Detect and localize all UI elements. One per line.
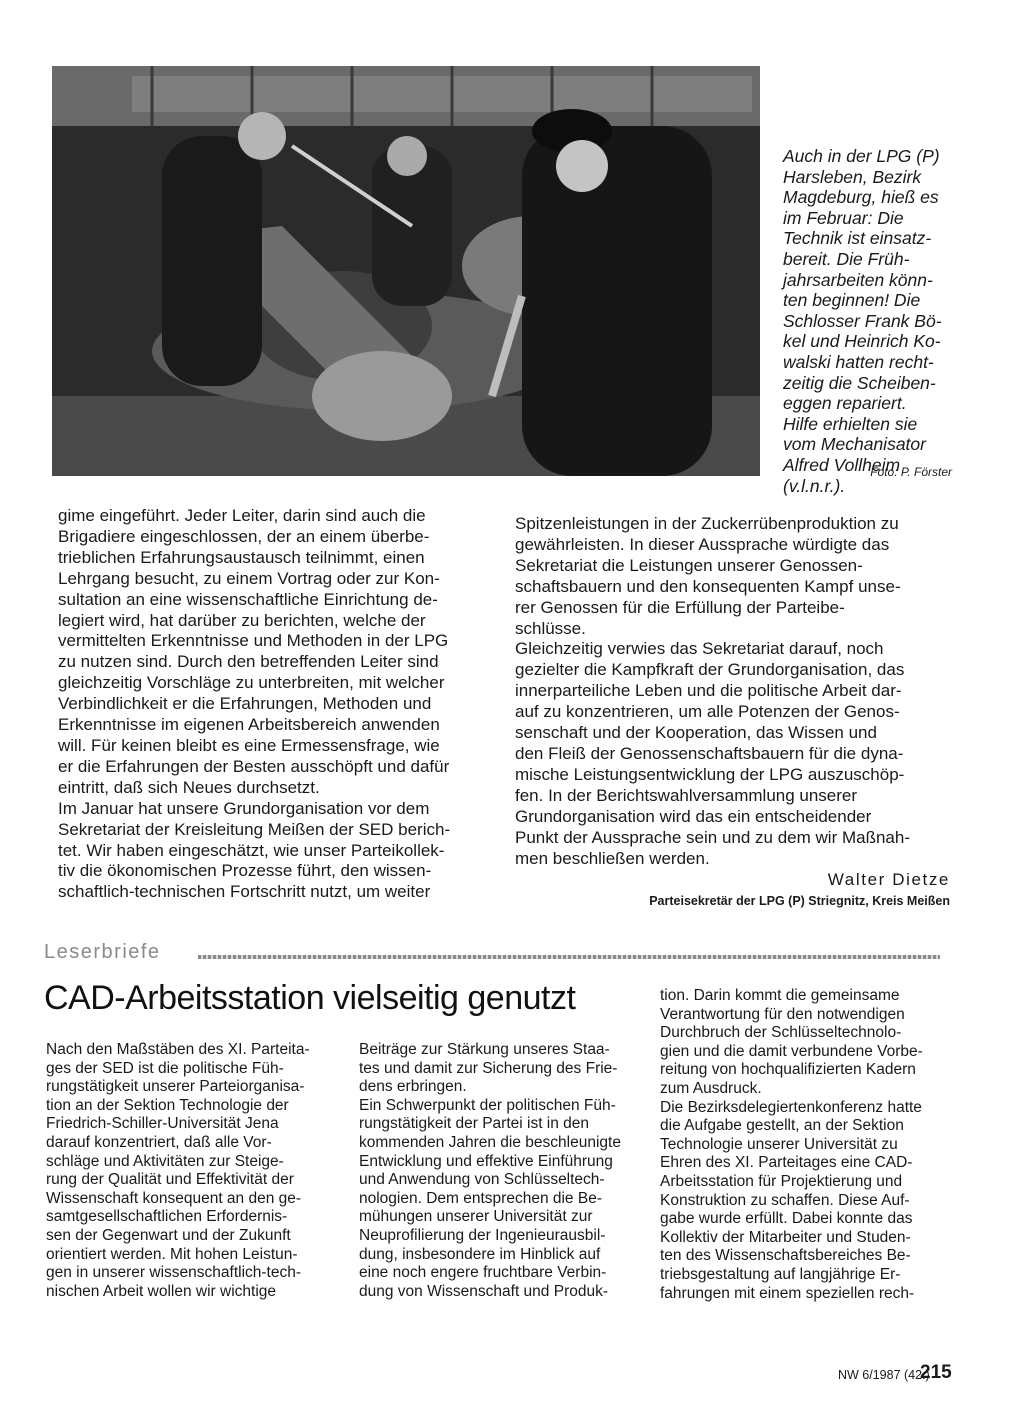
text-line: rung der Qualität und Effektivität der xyxy=(46,1171,294,1189)
text-line: Kollektiv der Mitarbeiter und Studen- xyxy=(660,1228,911,1246)
text-line: mische Leistungsentwicklung der LPG auszuschöp- xyxy=(515,764,905,784)
text-line: dung von Wissenschaft und Produk- xyxy=(359,1282,608,1300)
workshop-photo xyxy=(52,66,760,476)
text-line: fen. In der Berichtswahlversammlung unserer xyxy=(515,785,858,805)
text-line: Arbeitsstation für Projektierung und xyxy=(660,1172,903,1190)
author-signature xyxy=(600,870,950,908)
text-line: Im Januar hat unsere Grundorganisation vor dem xyxy=(58,798,430,818)
text-line: Verbindlichkeit er die Erfahrungen, Methoden und xyxy=(58,694,432,714)
text-line: auf zu konzentrieren, um alle Potenzen der Genos- xyxy=(515,702,900,722)
text-line: tiv die ökonomischen Prozesse führt, den wissen- xyxy=(58,861,432,881)
section-divider xyxy=(198,955,940,959)
text-line: kommenden Jahren die beschleunigte xyxy=(359,1133,621,1151)
caption-line: Harsleben, Bezirk xyxy=(783,166,922,187)
caption-line: Schlosser Frank Bö- xyxy=(783,310,942,331)
text-line: tion. Darin kommt die gemeinsame xyxy=(660,987,900,1004)
bottom-article-column-3 xyxy=(660,987,950,1303)
text-line: Die Bezirksdelegiertenkonferenz hatte xyxy=(660,1098,922,1116)
text-line: Beiträge zur Stärkung unseres Staa- xyxy=(359,1041,610,1058)
caption-line: Magdeburg, hieß es xyxy=(783,187,939,208)
text-line: dens erbringen. xyxy=(359,1078,467,1096)
text-line: men beschließen werden. xyxy=(515,848,710,868)
caption-line: (v.l.n.r.). xyxy=(783,475,846,496)
text-line: die Aufgabe gestellt, an der Sektion xyxy=(660,1117,904,1135)
text-line: Erkenntnisse im eigenen Arbeitsbereich anwenden xyxy=(58,715,440,735)
text-line: Nach den Maßstäben des XI. Parteita- xyxy=(46,1041,310,1058)
text-line: gabe wurde erfüllt. Dabei konnte das xyxy=(660,1210,913,1228)
text-line: Technologie unserer Universität zu xyxy=(660,1135,898,1153)
text-line: Lehrgang besucht, zu einem Vortrag oder zur Kon- xyxy=(58,568,440,588)
text-line: gen in unserer wissenschaftlich-tech- xyxy=(46,1264,302,1282)
text-line: Friedrich-Schiller-Universität Jena xyxy=(46,1115,279,1133)
text-line: nischen Arbeit wollen wir wichtige xyxy=(46,1282,277,1300)
text-line: Sekretariat der Kreisleitung Meißen der SED berich- xyxy=(58,819,451,839)
issue-info: NW 6/1987 (42.) xyxy=(838,1368,930,1382)
text-line: rer Genossen für die Erfüllung der Parteibe- xyxy=(515,597,845,617)
page-number: 215 xyxy=(920,1362,952,1383)
caption-line: zeitig die Scheiben- xyxy=(783,372,936,393)
text-line: samtgesellschaftlichen Erfordernis- xyxy=(46,1208,288,1226)
text-line: triebsgestaltung auf langjährige Er- xyxy=(660,1265,901,1283)
text-line: zum Ausdruck. xyxy=(660,1079,762,1097)
photo-caption xyxy=(783,146,963,496)
text-line: ges der SED ist die politische Füh- xyxy=(46,1059,284,1077)
caption-line: im Februar: Die xyxy=(783,207,904,228)
text-line: tion an der Sektion Technologie der xyxy=(46,1096,289,1114)
text-line: senschaft und der Kooperation, das Wissen und xyxy=(515,723,877,743)
caption-line: Alfred Vollheim xyxy=(783,454,901,475)
author-name: Walter Dietze xyxy=(827,870,950,889)
caption-line: Technik ist einsatz- xyxy=(783,228,932,249)
text-line: eine noch engere fruchtbare Verbin- xyxy=(359,1264,607,1282)
text-line: orientiert werden. Mit hohen Leistun- xyxy=(46,1245,298,1263)
text-line: tes und damit zur Sicherung des Frie- xyxy=(359,1059,618,1077)
caption-line: walski hatten recht- xyxy=(783,351,934,372)
text-line: Ein Schwerpunkt der politischen Füh- xyxy=(359,1096,616,1114)
text-line: will. Für keinen bleibt es eine Ermessensfrage, wie xyxy=(58,735,440,755)
author-role: Parteisekretär der LPG (P) Striegnitz, Kreis Meißen xyxy=(649,894,950,908)
text-line: sen der Gegenwart und der Zukunft xyxy=(46,1226,291,1244)
text-line: legiert wird, hat darüber zu berichten, welche der xyxy=(58,610,426,630)
text-line: Verantwortung für den notwendigen xyxy=(660,1005,905,1023)
text-line: gewährleisten. In dieser Aussprache würdigte das xyxy=(515,534,890,554)
text-line: tet. Wir haben eingeschätzt, wie unser Parteikollek- xyxy=(58,840,445,860)
text-line: Brigadiere eingeschlossen, der an einem überbe- xyxy=(58,526,430,546)
text-line: schläge und Aktivitäten zur Steige- xyxy=(46,1152,284,1170)
text-line: vermittelten Erkenntnisse und Methoden in der LPG xyxy=(58,631,449,651)
text-line: ten des Wissenschaftsbereiches Be- xyxy=(660,1247,911,1265)
section-label: Leserbriefe xyxy=(44,941,161,963)
text-line: Entwicklung und effektive Einführung xyxy=(359,1152,613,1170)
text-line: Durchbruch der Schlüsseltechnolo- xyxy=(660,1024,902,1042)
caption-line: Auch in der LPG (P) xyxy=(783,146,940,166)
text-line: er die Erfahrungen der Besten ausschöpft und dafür xyxy=(58,756,450,776)
text-line: eintritt, daß sich Neues durchsetzt. xyxy=(58,777,320,797)
text-line: reitung von hochqualifizierten Kadern xyxy=(660,1061,916,1079)
text-line: Konstruktion zu schaffen. Diese Auf- xyxy=(660,1191,910,1209)
text-line: den Fleiß der Genossenschaftsbauern für die dyna- xyxy=(515,743,904,763)
article-headline: CAD-Arbeitsstation vielseitig genutzt xyxy=(44,979,576,1017)
caption-line: eggen repariert. xyxy=(783,393,907,414)
caption-line: ten beginnen! Die xyxy=(783,290,921,311)
text-line: und Anwendung von Schlüsseltech- xyxy=(359,1171,605,1189)
text-line: Gleichzeitig verwies das Sekretariat darauf, noch xyxy=(515,639,884,659)
text-line: nologien. Dem entsprechen die Be- xyxy=(359,1189,602,1207)
text-line: zu nutzen sind. Durch den betreffenden Leiter sind xyxy=(58,652,439,672)
text-line: fahrungen mit einem speziellen rech- xyxy=(660,1284,915,1302)
text-line: gime eingeführt. Jeder Leiter, darin sind auch die xyxy=(58,506,426,525)
text-line: sultation an eine wissenschaftliche Einrichtung de- xyxy=(58,589,438,609)
top-article-left-column xyxy=(58,506,498,903)
text-line: gezielter die Kampfkraft der Grundorganisation, das xyxy=(515,660,905,680)
text-line: Wissenschaft konsequent an den ge- xyxy=(46,1189,302,1207)
bottom-article-column-2 xyxy=(359,1041,644,1301)
text-line: schaftlich-technischen Fortschritt nutzt, um weiter xyxy=(58,882,431,902)
text-line: schlüsse. xyxy=(515,618,586,638)
text-line: mühungen unserer Universität zur xyxy=(359,1208,593,1226)
caption-line: vom Mechanisator xyxy=(783,434,926,455)
text-line: Sekretariat die Leistungen unserer Genossen- xyxy=(515,555,863,575)
text-line: Spitzenleistungen in der Zuckerrübenproduktion zu xyxy=(515,514,899,533)
text-line: gien und die damit verbundene Vorbe- xyxy=(660,1042,923,1060)
text-line: gleichzeitig Vorschläge zu unterbreiten, mit welcher xyxy=(58,673,445,693)
text-line: trieblichen Erfahrungsaustausch teilnimmt, einen xyxy=(58,547,425,567)
text-line: dung, insbesondere im Hinblick auf xyxy=(359,1245,601,1263)
text-line: Ehren des XI. Parteitages eine CAD- xyxy=(660,1154,913,1172)
text-line: rungstätigkeit der Partei ist in den xyxy=(359,1115,590,1133)
bottom-article-column-1 xyxy=(46,1041,336,1301)
caption-line: bereit. Die Früh- xyxy=(783,248,910,269)
text-line: Punkt der Aussprache sein und zu dem wir Maßnah- xyxy=(515,827,910,847)
top-article-right-column xyxy=(515,514,955,869)
text-line: Neuprofilierung der Ingenieurausbil- xyxy=(359,1226,606,1244)
photo-workshop-icon xyxy=(52,66,760,476)
caption-line: Hilfe erhielten sie xyxy=(783,413,918,434)
text-line: innerparteiliche Leben und die politische Arbeit dar- xyxy=(515,681,902,701)
photo-credit: Foto: P. Förster xyxy=(870,465,952,479)
text-line: rungstätigkeit unserer Parteiorganisa- xyxy=(46,1078,305,1096)
caption-line: kel und Heinrich Ko- xyxy=(783,331,941,352)
text-line: schaftsbauern und den konsequenten Kampf unse- xyxy=(515,576,901,596)
caption-line: jahrsarbeiten könn- xyxy=(783,269,933,290)
text-line: darauf konzentriert, daß alle Vor- xyxy=(46,1133,272,1151)
text-line: Grundorganisation wird das ein entscheidender xyxy=(515,806,872,826)
